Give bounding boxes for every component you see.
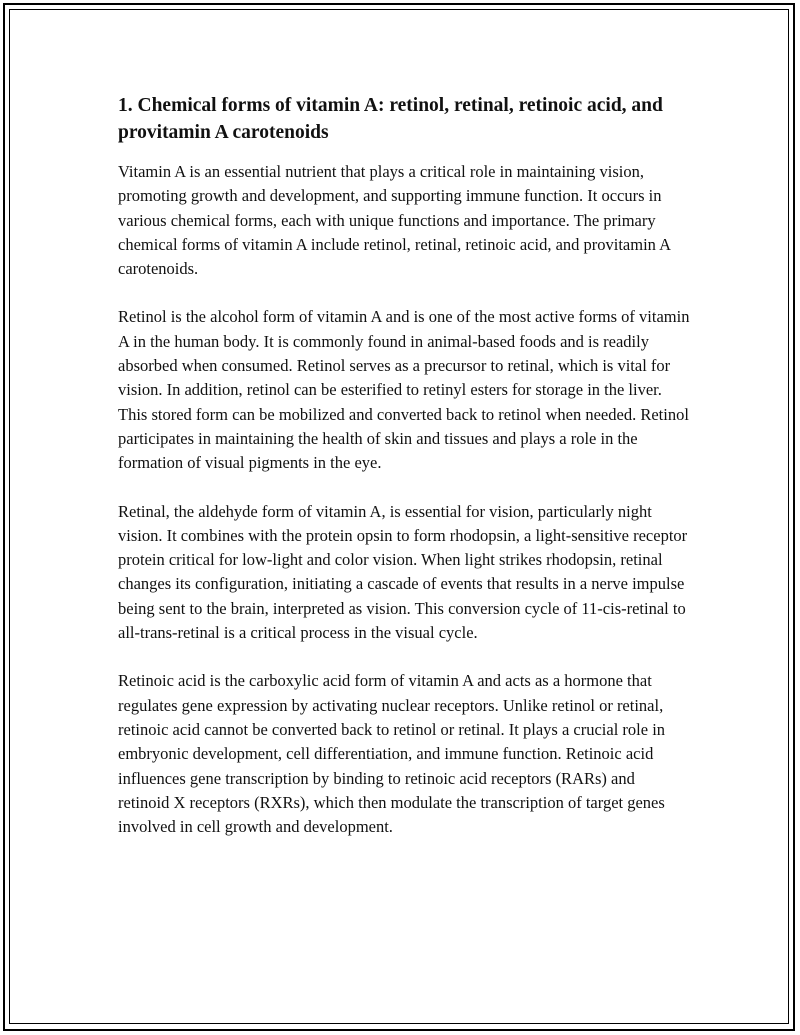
paragraph-retinoic-acid: Retinoic acid is the carboxylic acid form of vitamin A and acts as a hormone that regulates gene expression by activating nuclear receptors. Unlike retinol or retinal, retinoic acid cannot be converted back to retinol or retinal. It plays a crucial role in embryonic development, cell differentiation, and immune function. Retinoic acid influences gene transcription by binding to retinoic acid receptors (RARs) and retinoid X receptors (RXRs), which then modulate the transcription of target genes involved in cell growth and development.: [118, 671, 666, 837]
paragraph-retinol: Retinol is the alcohol form of vitamin A and is one of the most active forms of vitamin A in the human body. It is commonly found in animal-based foods and is readily absorbed when consumed. Retinol serves as a precursor to retinal, which is vital for vision. In addition, retinol can be esterified to retinyl esters for storage in the liver. This stored form can be mobilized and converted back to retinol when needed. Retinol participates in maintaining the health of skin and tissues and plays a role in the formation of visual pigments in the eye.: [118, 307, 690, 473]
paragraph-intro: Vitamin A is an essential nutrient that plays a critical role in maintaining vision, promoting growth and development, and supporting immune function. It occurs in various chemical forms, each with unique functions and importance. The primary chemical forms of vitamin A include retinol, retinal, retinoic acid, and provitamin A carotenoids.: [118, 162, 671, 279]
paragraph-retinal: Retinal, the aldehyde form of vitamin A, is essential for vision, particularly night vision. It combines with the protein opsin to form rhodopsin, a light-sensitive receptor protein critical for low-light and color vision. When light strikes rhodopsin, retinal changes its configuration, initiating a cascade of events that results in a nerve impulse being sent to the brain, interpreted as vision. This conversion cycle of 11-cis-retinal to all-trans-retinal is a critical process in the visual cycle.: [118, 501, 688, 643]
section-heading: 1. Chemical forms of vitamin A: retinol, retinal, retinoic acid, and provitamin A carotenoids: [118, 95, 663, 143]
document-body: [118, 92, 690, 863]
